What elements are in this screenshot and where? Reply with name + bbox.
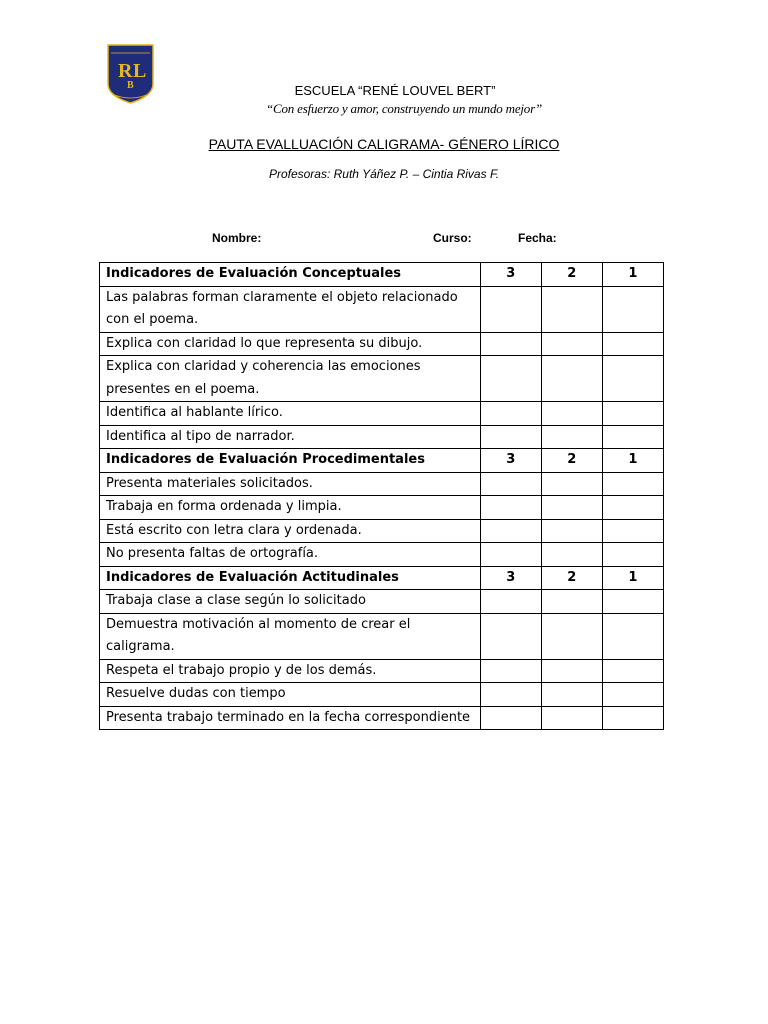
svg-text:B: B [127,80,134,91]
score-cell[interactable] [602,496,663,520]
section-title: Indicadores de Evaluación Actitudinales [100,566,481,590]
score-cell[interactable] [541,425,602,449]
table-row [100,286,664,332]
score-header-2: 2 [541,263,602,287]
score-cell[interactable] [541,613,602,659]
school-name: ESCUELA “RENÉ LOUVEL BERT” [294,83,496,98]
score-header-1: 1 [602,449,663,473]
section-header-row [100,566,664,590]
score-header-1: 1 [602,263,663,287]
score-header-2: 2 [541,449,602,473]
score-cell[interactable] [602,683,663,707]
score-cell[interactable] [541,590,602,614]
score-cell[interactable] [541,402,602,426]
score-header-1: 1 [602,566,663,590]
score-cell[interactable] [480,590,541,614]
score-cell[interactable] [602,543,663,567]
indicator-text: Presenta trabajo terminado en la fecha correspondiente [100,706,481,730]
score-cell[interactable] [602,472,663,496]
score-cell[interactable] [602,402,663,426]
section-header-row [100,263,664,287]
score-cell[interactable] [541,683,602,707]
indicator-text: Respeta el trabajo propio y de los demás. [100,659,481,683]
score-header-3: 3 [480,449,541,473]
score-cell[interactable] [602,706,663,730]
indicator-text: Identifica al tipo de narrador. [100,425,481,449]
score-cell[interactable] [541,543,602,567]
table-row [100,472,664,496]
score-cell[interactable] [541,332,602,356]
table-row [100,496,664,520]
indicator-text: Explica con claridad lo que representa su dibujo. [100,332,481,356]
indicator-text: Resuelve dudas con tiempo [100,683,481,707]
score-cell[interactable] [602,519,663,543]
score-cell[interactable] [602,356,663,402]
document-title: PAUTA EVALLUACIÓN CALIGRAMA- GÉNERO LÍRICO [208,136,560,152]
indicator-text: Explica con claridad y coherencia las emociones presentes en el poema. [100,356,481,402]
indicator-text: Trabaja en forma ordenada y limpia. [100,496,481,520]
score-cell[interactable] [480,402,541,426]
score-cell[interactable] [541,286,602,332]
section-title: Indicadores de Evaluación Procedimentales [100,449,481,473]
score-cell[interactable] [480,659,541,683]
svg-text:L: L [133,60,147,82]
score-cell[interactable] [602,613,663,659]
score-cell[interactable] [480,683,541,707]
score-cell[interactable] [480,543,541,567]
score-cell[interactable] [480,472,541,496]
score-cell[interactable] [541,356,602,402]
score-cell[interactable] [480,332,541,356]
teachers-line: Profesoras: Ruth Yáñez P. – Cintia Rivas F. [268,167,500,181]
indicator-text: Está escrito con letra clara y ordenada. [100,519,481,543]
table-row [100,519,664,543]
svg-text:R: R [118,60,133,82]
score-cell[interactable] [602,286,663,332]
score-cell[interactable] [480,706,541,730]
score-cell[interactable] [602,425,663,449]
indicator-text: Demuestra motivación al momento de crear el caligrama. [100,613,481,659]
score-header-2: 2 [541,566,602,590]
score-cell[interactable] [541,519,602,543]
indicator-text: Presenta materiales solicitados. [100,472,481,496]
score-cell[interactable] [541,706,602,730]
score-cell[interactable] [480,356,541,402]
table-row [100,659,664,683]
table-row [100,683,664,707]
section-header-row [100,449,664,473]
indicator-text: Las palabras forman claramente el objeto relacionado con el poema. [100,286,481,332]
indicator-text: No presenta faltas de ortografía. [100,543,481,567]
score-cell[interactable] [602,332,663,356]
fecha-label: Fecha: [518,231,557,245]
score-cell[interactable] [541,496,602,520]
curso-label: Curso: [433,231,472,245]
score-cell[interactable] [480,519,541,543]
score-cell[interactable] [541,659,602,683]
score-cell[interactable] [480,286,541,332]
table-row [100,706,664,730]
section-title: Indicadores de Evaluación Conceptuales [100,263,481,287]
score-cell[interactable] [480,425,541,449]
score-cell[interactable] [541,472,602,496]
rubric-table [99,262,664,730]
school-motto: “Con esfuerzo y amor, construyendo un mundo mejor” [266,101,542,116]
table-row [100,356,664,402]
score-cell[interactable] [602,659,663,683]
table-row [100,425,664,449]
table-row [100,613,664,659]
table-row [100,402,664,426]
table-row [100,543,664,567]
score-cell[interactable] [480,613,541,659]
score-header-3: 3 [480,263,541,287]
score-header-3: 3 [480,566,541,590]
table-row [100,332,664,356]
table-row [100,590,664,614]
score-cell[interactable] [602,590,663,614]
nombre-label: Nombre: [212,231,262,245]
indicator-text: Identifica al hablante lírico. [100,402,481,426]
indicator-text: Trabaja clase a clase según lo solicitado [100,590,481,614]
score-cell[interactable] [480,496,541,520]
